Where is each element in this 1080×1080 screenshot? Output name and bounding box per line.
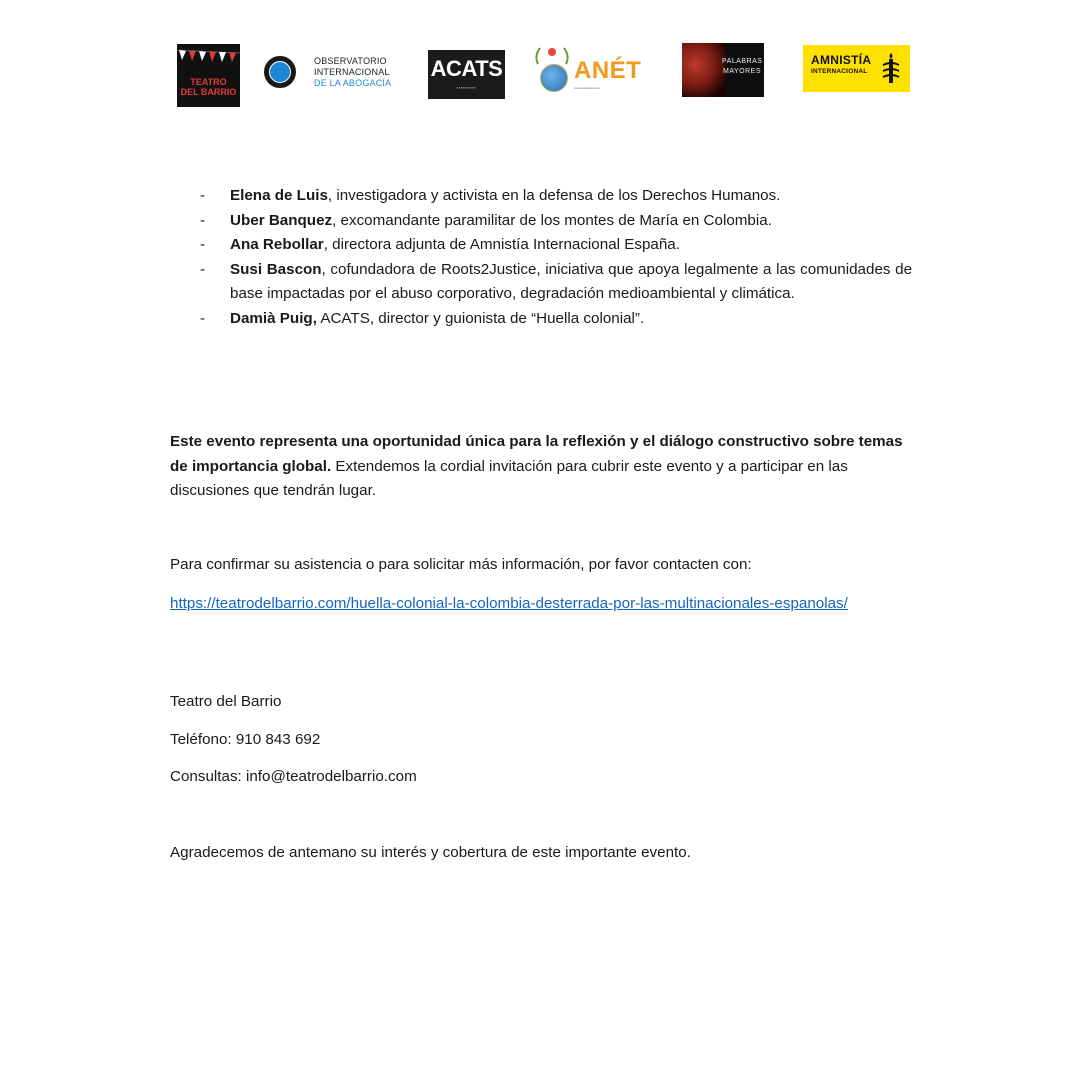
- list-item: - Susi Bascon, cofundadora de Roots2Justice, iniciativa que apoya legalmente a las comunidades de base impactadas por el abuso corporativo, degradación medioambiental y climática.: [200, 260, 913, 302]
- event-rest-text: Extendemos la cordial invitación para cubrir este evento y a participar en las discusiones que tendrán lugar.: [170, 457, 848, 499]
- speaker-description: , cofundadora de Roots2Justice, iniciativa que apoya legalmente a las comunidades de base impactadas por el abuso corporativo, degradación medioambiental y climática.: [230, 260, 913, 302]
- palabras-line2: MAYORES: [723, 68, 761, 75]
- list-item: - Uber Banquez, excomandante paramilitar de los montes de María en Colombia.: [200, 211, 772, 229]
- contact-email: Consultas: info@teatrodelbarrio.com: [170, 768, 417, 785]
- anet-globe-icon: [540, 64, 568, 92]
- speaker-description: , directora adjunta de Amnistía Internacional España.: [323, 236, 680, 253]
- closing-text: Agradecemos de antemano su interés y cobertura de este importante evento.: [170, 844, 691, 861]
- speakers-list: [170, 184, 912, 331]
- amnistia-logo: [803, 45, 910, 92]
- speaker-description: ACATS, director y guionista de “Huella colonial”.: [316, 309, 645, 327]
- amnistia-line1: AMNISTÍA: [811, 53, 872, 67]
- teatro-logo-line1: TEATRO: [190, 77, 227, 87]
- list-item: - Elena de Luis, investigadora y activista en la defensa de los Derechos Humanos.: [200, 187, 781, 204]
- observatorio-logo: [264, 54, 404, 98]
- speaker-description: , investigadora y activista en la defensa de los Derechos Humanos.: [327, 187, 781, 204]
- bunting-flags-icon: [177, 48, 240, 64]
- event-link[interactable]: https://teatrodelbarrio.com/huella-colonial-la-colombia-desterrada-por-las-multinacionales-espanolas/: [170, 595, 848, 612]
- anet-logo: [530, 44, 647, 98]
- confirm-text: Para confirmar su asistencia o para solicitar más información, por favor contacten con:: [170, 556, 752, 573]
- observatorio-dot-icon: [270, 62, 290, 82]
- amnistia-line2: INTERNACIONAL: [811, 68, 868, 75]
- list-item: - Damià Puig, ACATS, director y guionista de “Huella colonial”.: [200, 309, 645, 327]
- teatro-logo-line2: DEL BARRIO: [180, 87, 237, 97]
- anet-tagline-decoration: ▪▪▪▪▪▪▪▪▪▪▪▪▪▪▪▪▪▪▪▪▪▪▪▪: [574, 86, 600, 90]
- acats-logo: [428, 50, 505, 99]
- event-paragraph: [170, 430, 912, 504]
- acats-logo-text: ACATS: [430, 56, 503, 81]
- speaker-name: Uber Banquez: [230, 211, 333, 229]
- contact-org: Teatro del Barrio: [170, 693, 282, 710]
- event-bold-text: Este evento representa una oportunidad única para la reflexión y el diálogo constructivo sobre temas de importancia global.: [170, 433, 903, 475]
- palabras-mayores-logo: [682, 43, 764, 97]
- logo-strip: [0, 0, 1080, 120]
- candle-icon: [881, 53, 901, 85]
- list-item: - Ana Rebollar, directora adjunta de Amnistía Internacional España.: [200, 236, 680, 253]
- palabras-face-image: [682, 43, 726, 97]
- speaker-description: , excomandante paramilitar de los montes de María en Colombia.: [332, 211, 772, 229]
- speaker-name: Damià Puig,: [230, 309, 317, 327]
- speakers-section: [170, 184, 912, 331]
- observatorio-line1: OBSERVATORIO: [314, 56, 387, 66]
- speaker-name: Ana Rebollar: [230, 236, 324, 253]
- anet-logo-text: ANÉT: [574, 57, 642, 84]
- observatorio-line3: DE LA ABOGACÍA: [314, 78, 392, 88]
- teatro-del-barrio-logo: [177, 44, 240, 107]
- event-link-paragraph: [170, 592, 912, 617]
- contact-phone: Teléfono: 910 843 692: [170, 731, 321, 748]
- anet-laurel-icon: [532, 46, 572, 66]
- observatorio-line2: INTERNACIONAL: [314, 67, 390, 77]
- speaker-name: Elena de Luis: [230, 187, 328, 204]
- speaker-name: Susi Bascon: [230, 260, 322, 278]
- palabras-line1: PALABRAS: [722, 58, 763, 65]
- acats-subtitle-decoration: ▪▪▪▪▪▪▪▪▪▪: [456, 85, 477, 90]
